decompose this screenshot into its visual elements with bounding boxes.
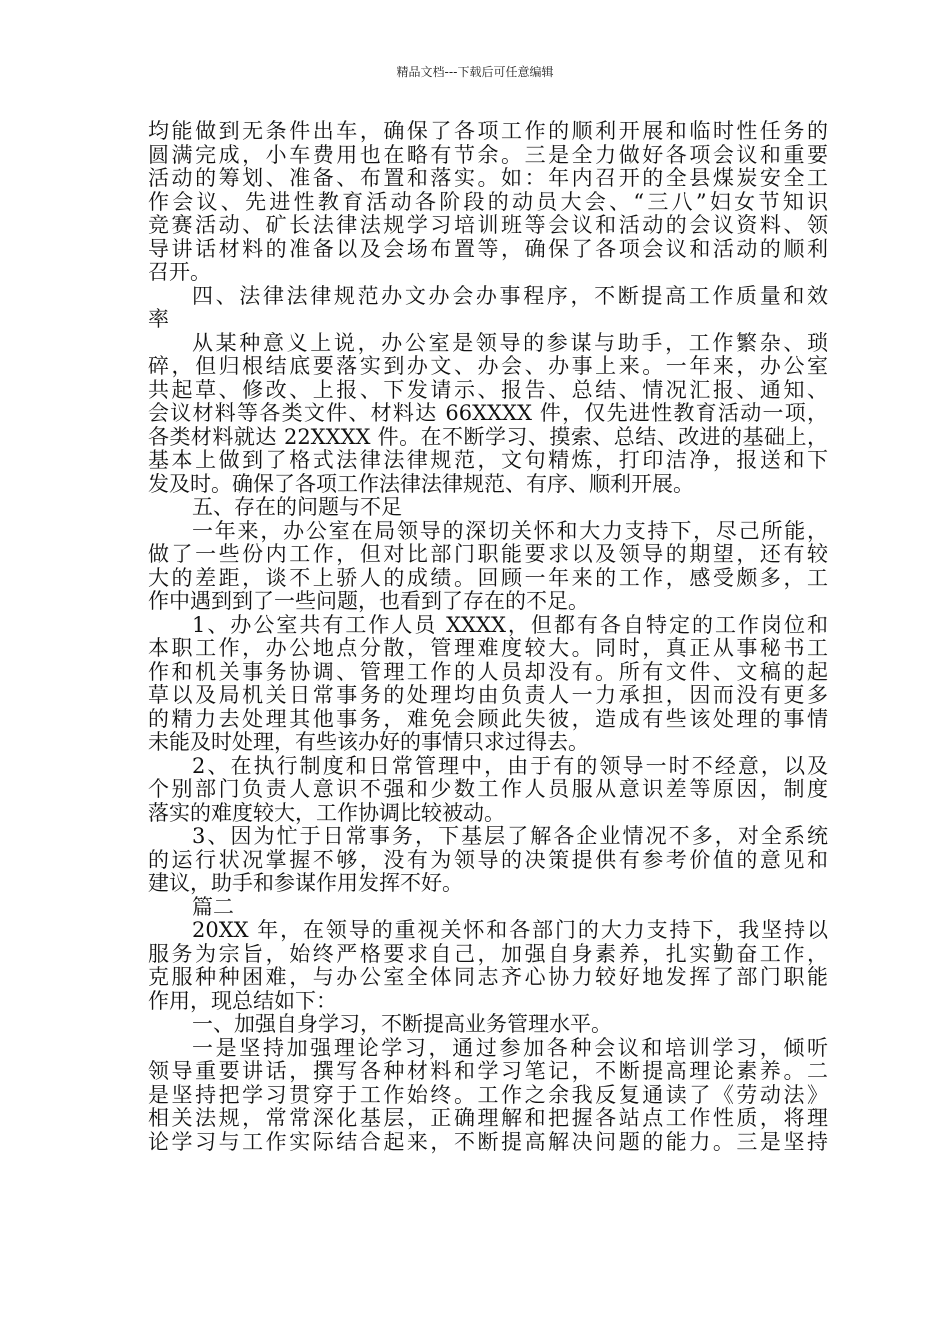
text-line: 草以及局机关日常事务的处理均由负责人一力承担，因而没有更多: [148, 683, 828, 707]
text-line: 的精力去处理其他事务，难免会顾此失彼，造成有些该处理的事情: [148, 706, 828, 731]
text-line: 克服种种困难，与办公室全体同志齐心协力较好地发挥了部门职能: [148, 965, 828, 989]
text-line: 五、存在的问题与不足: [192, 495, 402, 519]
text-line: 作用，现总结如下：: [148, 988, 337, 1013]
text-line: 做了一些份内工作，但对比部门职能要求以及领导的期望，还有较: [148, 542, 828, 566]
text-line: 的运行状况掌握不够，没有为领导的决策提供有参考价值的意见和: [148, 847, 828, 872]
text-line: 发及时。确保了各项工作法律法律规范、有序、顺利开展。: [148, 471, 694, 496]
text-line: 1、办公室共有工作人员 XXXX，但都有各自特定的工作岗位和: [192, 612, 828, 637]
text-line: 会议材料等各类文件、材料达 66XXXX 件，仅先进性教育活动一项，: [148, 401, 828, 425]
text-line: 一是坚持加强理论学习，通过参加各种会议和培训学习，倾听: [192, 1035, 828, 1060]
text-line: 领导重要讲话，撰写各种材料和学习笔记，不断提高理论素养。二: [148, 1059, 828, 1083]
document-body: [148, 120, 828, 1154]
text-line: 各类材料就达 22XXXX 件。在不断学习、摸索、总结、改进的基础上，: [148, 424, 828, 449]
text-line: 未能及时处理，有些该办好的事情只求过得去。: [148, 730, 589, 754]
text-line: 3、因为忙于日常事务，下基层了解各企业情况不多，对全系统: [192, 824, 828, 848]
text-line: 均能做到无条件出车，确保了各项工作的顺利开展和临时性任务的: [148, 119, 828, 143]
text-line: 竞赛活动、矿长法律法规学习培训班等会议和活动的会议资料、领: [148, 213, 828, 237]
text-line: 召开。: [148, 260, 211, 284]
text-line: 率: [148, 307, 169, 331]
text-line: 碎，但归根结底要落实到办文、办会、办事上来。一年来，办公室: [148, 354, 828, 378]
text-line: 活动的筹划、准备、布置和落实。如：年内召开的全县煤炭安全工: [148, 166, 828, 190]
text-line: 从某种意义上说，办公室是领导的参谋与助手，工作繁杂、琐: [192, 330, 828, 355]
text-line: 共起草、修改、上报、下发请示、报告、总结、情况汇报、通知、: [148, 377, 828, 402]
text-line: 作和机关事务协调、管理工作的人员却没有。所有文件、文稿的起: [148, 659, 828, 684]
text-line: 相关法规，常常深化基层，正确理解和把握各站点工作性质，将理: [148, 1106, 828, 1130]
text-line: 论学习与工作实际结合起来，不断提高解决问题的能力。三是坚持: [148, 1129, 828, 1154]
text-line: 作中遇到到了一些问题，也看到了存在的不足。: [148, 589, 589, 613]
text-line: 篇二: [192, 894, 234, 919]
text-line: 本职工作，办公地点分散，管理难度较大。同时，真正从事秘书工: [148, 636, 828, 660]
text-line: 圆满完成，小车费用也在略有节余。三是全力做好各项会议和重要: [148, 142, 828, 167]
text-line: 建议，助手和参谋作用发挥不好。: [148, 871, 463, 895]
text-line: 四、法律法律规范办文办会办事程序，不断提高工作质量和效: [192, 283, 828, 308]
text-line: 落实的难度较大，工作协调比较被动。: [148, 800, 505, 825]
text-line: 服务为宗旨，始终严格要求自己，加强自身素养，扎实勤奋工作，: [148, 941, 828, 966]
text-line: 一、加强自身学习，不断提高业务管理水平。: [192, 1012, 612, 1036]
text-line: 个别部门负责人意识不强和少数工作人员服从意识差等原因，制度: [148, 777, 828, 801]
text-line: 基本上做到了格式法律法律规范，文句精炼，打印洁净，报送和下: [148, 448, 828, 472]
text-line: 一年来，办公室在局领导的深切关怀和大力支持下，尽己所能，: [192, 518, 828, 543]
page-header: 精品文档---下载后可任意编辑: [396, 65, 554, 79]
text-line: 2、在执行制度和日常管理中，由于有的领导一时不经意，以及: [192, 753, 828, 778]
text-line: 是坚持把学习贯穿于工作始终。工作之余我反复通读了《劳动法》: [148, 1082, 828, 1107]
text-line: 导讲话材料的准备以及会场布置等，确保了各项会议和活动的顺利: [148, 236, 828, 261]
text-line: 大的差距，谈不上骄人的成绩。回顾一年来的工作，感受颇多，工: [148, 565, 828, 590]
text-line: 20XX 年，在领导的重视关怀和各部门的大力支持下，我坚持以: [192, 918, 828, 942]
text-line: 作会议、先进性教育活动各阶段的动员大会、“三八”妇女节知识: [148, 189, 828, 214]
